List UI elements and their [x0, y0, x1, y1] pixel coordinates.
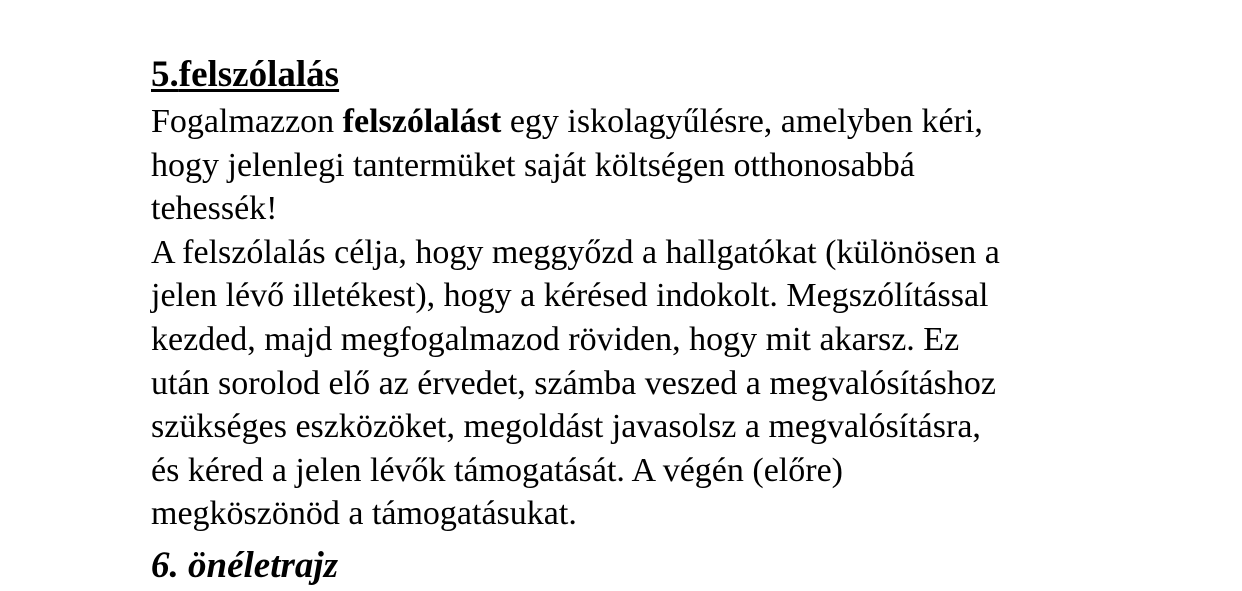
description-line: A felszólalás célja, hogy meggyőzd a hallgatókat (különösen a	[151, 233, 1000, 271]
description-line: jelen lévő illetékest), hogy a kérésed indokolt. Megszólítással	[151, 277, 989, 315]
instruction-line-2: hogy jelenlegi tantermüket saját költségen otthonosabbá	[151, 146, 915, 184]
heading-number: 5	[151, 54, 170, 95]
document-page	[151, 50, 1111, 536]
instruction-text: egy iskolagyűlésre, amelyben kéri,	[501, 103, 983, 140]
description-line: megköszönöd a támogatásukat.	[151, 495, 577, 533]
description-line: szükséges eszközöket, megoldást javasolsz a megvalósításra,	[151, 408, 981, 446]
description-line: és kéred a jelen lévők támogatását. A végén (előre)	[151, 451, 843, 489]
heading-word: felszólalás	[178, 54, 340, 95]
heading-dot: .	[169, 54, 179, 95]
instruction-bold-term: felszólalást	[342, 103, 502, 140]
next-section-heading-cutoff: 6. önéletrajz	[151, 545, 339, 586]
description-line: után sorolod elő az érvedet, számba veszed a megvalósításhoz	[151, 364, 996, 402]
instruction-line-3: tehessék!	[151, 190, 278, 228]
description-line: kezded, majd megfogalmazod röviden, hogy mit akarsz. Ez	[151, 320, 960, 358]
section-heading	[151, 50, 1111, 100]
instruction-line-1	[151, 100, 1111, 144]
task-instruction	[151, 100, 1111, 231]
task-description	[151, 231, 1111, 536]
instruction-text: Fogalmazzon	[151, 103, 343, 140]
